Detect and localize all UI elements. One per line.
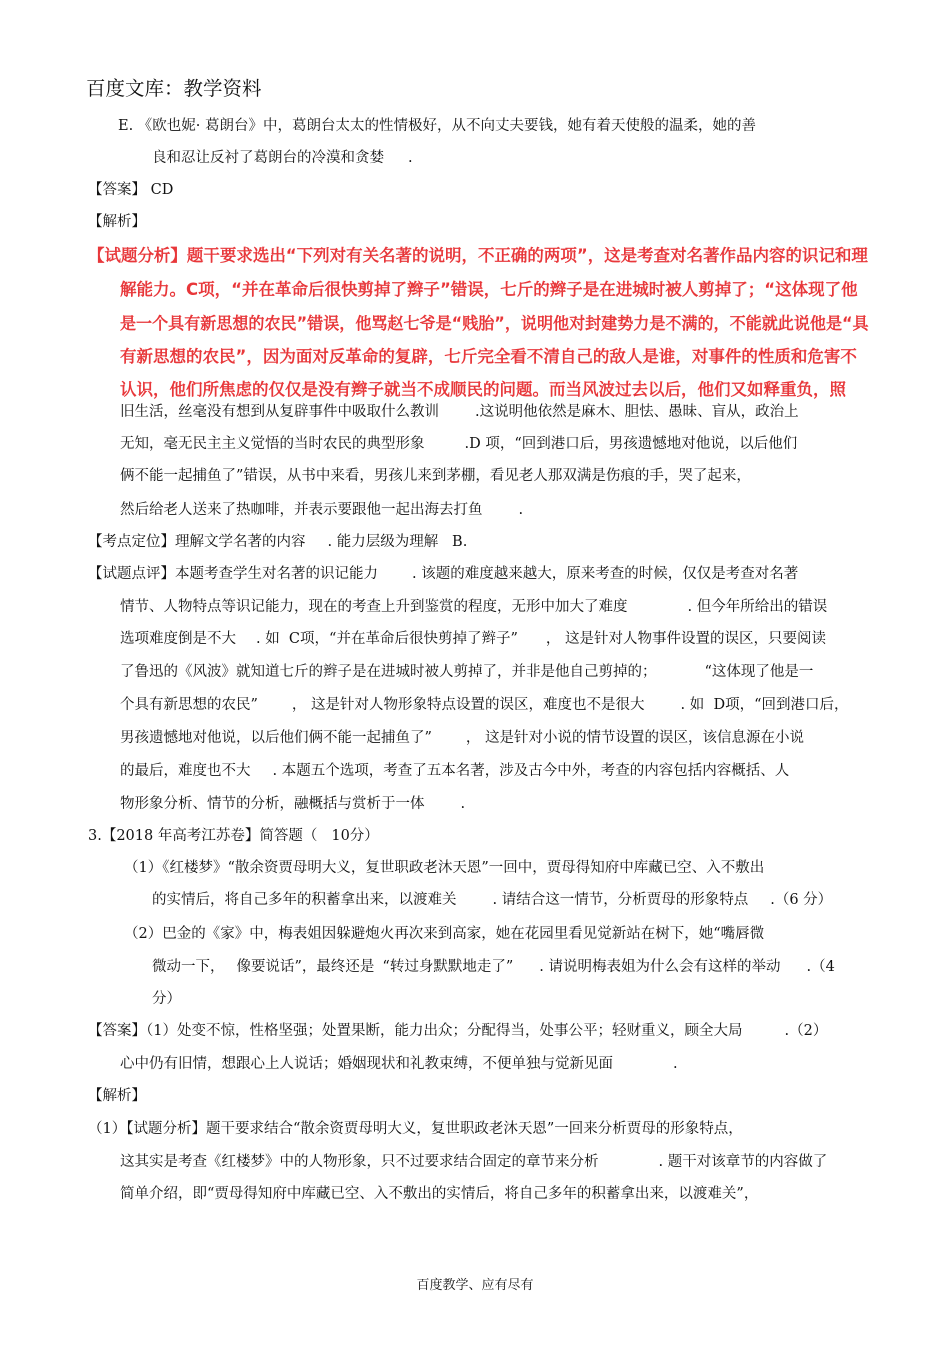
- text-segment: .: [518, 502, 524, 518]
- text-line: [120, 500, 523, 520]
- text-segment: 然后给老人送来了热咖啡，并表示要跟他一起出海去打鱼: [120, 502, 483, 518]
- text-segment: 【答案】 CD: [88, 182, 174, 198]
- text-segment: 微动一下，: [152, 959, 225, 975]
- text-line: [124, 858, 764, 878]
- text-segment: 情节、人物特点等识记能力，现在的考查上升到鉴赏的程度，无形中加大了难度: [120, 599, 628, 615]
- text-segment: 选项难度倒是不大: [120, 631, 236, 647]
- text-segment: .: [460, 796, 466, 812]
- text-segment: 3.【2018 年高考江苏卷】简答题（: [88, 828, 318, 844]
- analysis-highlight-line: 【试题分析】题干要求选出“下列对有关名著的说明，不正确的两项”，这是考查对名著作品内容的识记和理: [88, 246, 868, 265]
- text-line: [118, 116, 756, 136]
- analysis-highlight-line: 认识，他们所焦虑的仅仅是没有辫子就当不成顺民的问题。而当风波过去以后，他们又如释重负，照: [120, 380, 846, 399]
- text-line: [88, 180, 173, 200]
- text-segment: .（6 分）: [770, 892, 833, 908]
- text-line: [120, 402, 799, 422]
- text-segment: 了鲁迅的《风波》就知道七斤的辫子是在进城时被人剪掉了，并非是他自己剪掉的；: [120, 664, 657, 680]
- text-line: [88, 826, 379, 846]
- text-segment: 无知，毫无民主主义觉悟的当时农民的典型形象: [120, 436, 425, 452]
- text-line: [120, 434, 797, 454]
- text-segment: 像要说话”，最终还是: [236, 959, 375, 975]
- text-segment: . 请说明梅表姐为什么会有这样的举动: [539, 959, 781, 975]
- text-segment: . 但今年所给出的错误: [687, 599, 828, 615]
- text-segment: .（2）: [784, 1023, 828, 1039]
- text-segment: .D 项，“回到港口后，男孩遗憾地对他说，以后他们: [464, 436, 798, 452]
- text-line: [88, 1021, 827, 1041]
- text-segment: ， 这是针对人物事件设置的误区，只要阅读: [545, 631, 826, 647]
- text-line: [152, 148, 413, 168]
- text-line: [120, 761, 789, 781]
- text-line: [120, 597, 827, 617]
- text-line: [124, 924, 764, 944]
- text-line: [120, 695, 849, 715]
- text-line: [120, 629, 826, 649]
- text-segment: E. 《欧也妮· 葛朗台》中，葛朗台太太的性情极好，从不向丈夫要钱，她有着天使般的温柔，她的善: [118, 118, 757, 134]
- text-segment: 【解析】: [88, 214, 146, 230]
- text-segment: 的实情后，将自己多年的积蓄拿出来，以渡难关: [152, 892, 457, 908]
- text-line: [120, 662, 813, 682]
- text-segment: （1）《红楼梦》“散余资贾母明大义，复世职政老沐天恩”一回中，贾母得知府中库藏已空、入不敷出: [124, 860, 765, 876]
- text-line: [88, 1119, 743, 1139]
- text-segment: 心中仍有旧情，想跟心上人说话；婚姻现状和礼教束缚，不便单独与觉新见面: [120, 1056, 613, 1072]
- text-line: [120, 1054, 678, 1074]
- text-segment: . 如 C项，“并在革命后很快剪掉了辫子”: [256, 631, 518, 647]
- text-segment: 俩不能一起捕鱼了”错误，从书中来看，男孩儿来到茅棚，看见老人那双满是伤痕的手，哭了起来，: [120, 468, 751, 484]
- text-line: [88, 1086, 146, 1106]
- text-segment: .这说明他依然是麻木、胆怯、愚昧、盲从，政治上: [475, 404, 799, 420]
- text-segment: 【解析】: [88, 1088, 146, 1104]
- text-segment: 10分）: [331, 828, 379, 844]
- text-segment: 分）: [152, 991, 181, 1007]
- analysis-highlight-line: 解能力。C项，“并在革命后很快剪掉了辫子”错误，七斤的辫子是在进城时被人剪掉了；“这体现了他: [120, 280, 858, 299]
- text-line: [120, 1184, 758, 1204]
- text-segment: .: [408, 150, 413, 166]
- analysis-highlight-line: 是一个具有新思想的农民”错误，他骂赵七爷是“贱胎”，说明他对封建势力是不满的，不能就此说他是“具: [120, 314, 869, 333]
- text-line: [152, 989, 181, 1009]
- text-line: [120, 728, 804, 748]
- text-segment: 简单介绍，即“贾母得知府中库藏已空、入不敷出的实情后，将自己多年的积蓄拿出来，以渡难关”，: [120, 1186, 759, 1202]
- text-segment: “转过身默默地走了”: [382, 959, 514, 975]
- text-segment: 【考点定位】理解文学名著的内容: [88, 534, 306, 550]
- text-segment: “这体现了他是一: [704, 664, 814, 680]
- text-segment: 男孩遗憾地对他说，以后他们俩不能一起捕鱼了”: [120, 730, 432, 746]
- text-segment: 个具有新思想的农民”: [120, 697, 258, 713]
- text-line: [88, 212, 146, 232]
- text-segment: . 能力层级为理解 B.: [327, 534, 468, 550]
- text-segment: （2）巴金的《家》中，梅表姐因躲避炮火再次来到高家，她在花园里看见觉新站在树下，她“嘴唇微: [124, 926, 765, 942]
- text-segment: 【答案】（1）处变不惊，性格坚强；处置果断，能力出众；分配得当，处事公平；轻财重义，顾全大局: [88, 1023, 743, 1039]
- text-line: [120, 466, 751, 486]
- text-segment: .（4: [806, 959, 835, 975]
- text-segment: . 该题的难度越来越大，原来考查的时候，仅仅是考查对名著: [412, 566, 799, 582]
- text-line: [88, 564, 798, 584]
- text-segment: 这其实是考查《红楼梦》中的人物形象，只不过要求结合固定的章节来分析: [120, 1154, 599, 1170]
- text-segment: 旧生活，丝毫没有想到从复辟事件中吸取什么教训: [120, 404, 439, 420]
- text-segment: . 请结合这一情节，分析贾母的形象特点: [492, 892, 749, 908]
- analysis-highlight-line: 有新思想的农民”，因为面对反革命的复辟，七斤完全看不清自己的敌人是谁，对事件的性质和危害不: [120, 347, 857, 366]
- text-line: [120, 1152, 827, 1172]
- text-line: [120, 794, 465, 814]
- text-segment: 良和忍让反衬了葛朗台的冷漠和贪婪: [152, 150, 384, 166]
- text-segment: . 本题五个选项，考查了五本名著，涉及古今中外，考查的内容包括内容概括、人: [272, 763, 790, 779]
- text-segment: 的最后，难度也不大: [120, 763, 251, 779]
- text-segment: 物形象分析、情节的分析，融概括与赏析于一体: [120, 796, 425, 812]
- text-segment: . 题干对该章节的内容做了: [658, 1154, 828, 1170]
- page-footer: 百度教学、应有尽有: [416, 1278, 534, 1293]
- text-segment: （1）【试题分析】题干要求结合“散余资贾母明大义，复世职政老沐天恩”一回来分析贾母的形象特点，: [88, 1121, 743, 1137]
- page-header-title: 百度文库：教学资料: [86, 77, 262, 100]
- text-line: [88, 532, 467, 552]
- text-segment: ， 这是针对人物形象特点设置的误区，难度也不是很大: [291, 697, 645, 713]
- text-segment: . 如 D项，“回到港口后，: [680, 697, 849, 713]
- text-line: [152, 890, 832, 910]
- text-segment: .: [673, 1056, 678, 1072]
- text-segment: 【试题点评】本题考查学生对名著的识记能力: [88, 566, 378, 582]
- text-line: [152, 957, 835, 977]
- text-segment: ， 这是针对小说的情节设置的误区，该信息源在小说: [465, 730, 805, 746]
